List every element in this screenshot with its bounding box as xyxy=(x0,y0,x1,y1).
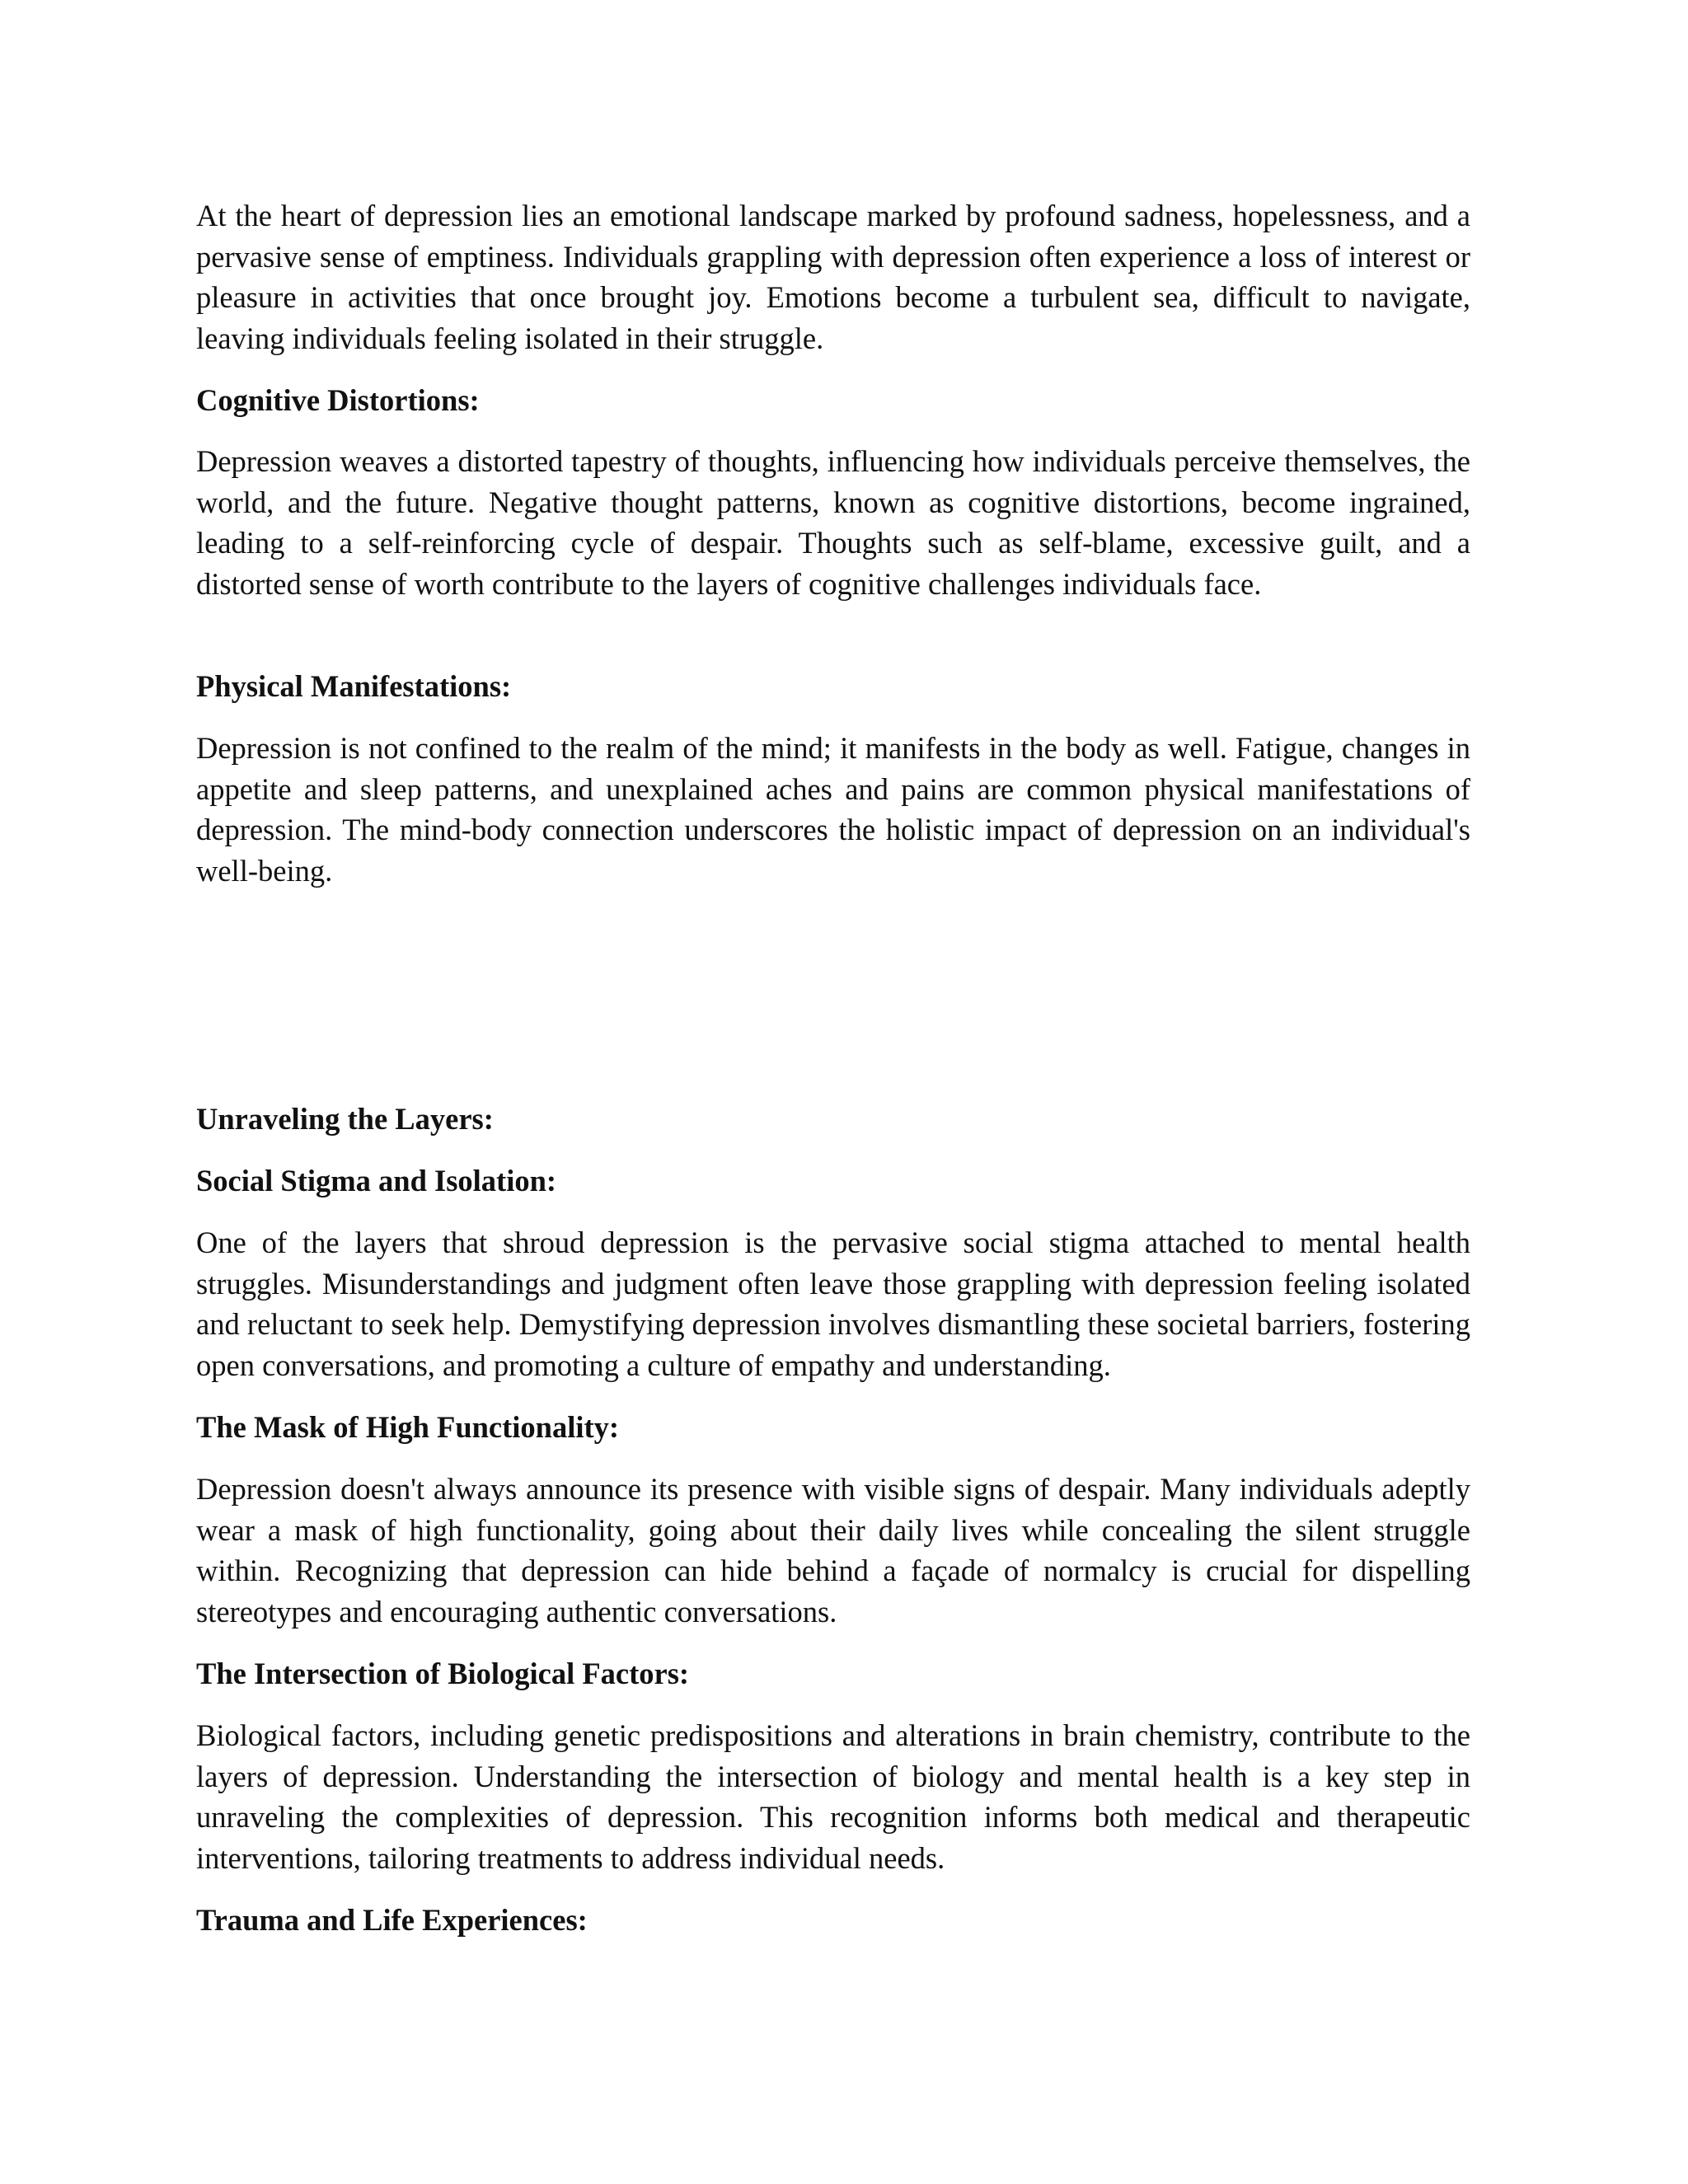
heading-cognitive-distortions: Cognitive Distortions: xyxy=(196,383,480,417)
paragraph-social-stigma: One of the layers that shroud depression is the pervasive social stigma attached to mental health struggles. Misunderstandings and judgment often leave those grappling with depression feeling isolated and reluctant to seek help. Demystifying depression involves dismantling these societal barriers, fostering open conversations, and promoting a culture of empathy and understanding. xyxy=(196,1226,1470,1382)
heading-physical-manifestations: Physical Manifestations: xyxy=(196,669,512,703)
paragraph-cognitive-distortions: Depression weaves a distorted tapestry of thoughts, influencing how individuals perceive themselves, the world, and the future. Negative thought patterns, known as cognitive distortions, become ingrained, leading to a self-reinforcing cycle of despair. Thoughts such as self-blame, excessive guilt, and a distorted sense of worth contribute to the layers of cognitive challenges individuals face. xyxy=(196,444,1470,601)
heading-biological-factors: The Intersection of Biological Factors: xyxy=(196,1657,690,1690)
paragraph-biological-factors: Biological factors, including genetic predispositions and alterations in brain chemistry, contribute to the layers of depression. Understanding the intersection of biology and mental health is a key step in unraveling the complexities of depression. This recognition informs both medical and therapeutic interventions, tailoring treatments to address individual needs. xyxy=(196,1718,1470,1875)
heading-mask-high-functionality: The Mask of High Functionality: xyxy=(196,1410,620,1444)
heading-trauma-life-experiences: Trauma and Life Experiences: xyxy=(196,1903,588,1937)
paragraph-mask-high-functionality: Depression doesn't always announce its presence with visible signs of despair. Many individuals adeptly wear a mask of high functionality, going about their daily lives while concealing the silent struggle within. Recognizing that depression can hide behind a façade of normalcy is crucial for dispelling stereotypes and encouraging authentic conversations. xyxy=(196,1472,1470,1629)
paragraph-physical-manifestations: Depression is not confined to the realm of the mind; it manifests in the body as well. Fatigue, changes in appetite and sleep patterns, and unexplained aches and pains are common physical manifestations of depression. The mind-body connection underscores the holistic impact of depression on an individual's well-being. xyxy=(196,731,1470,888)
heading-social-stigma: Social Stigma and Isolation: xyxy=(196,1164,557,1197)
heading-unraveling-the-layers: Unraveling the Layers: xyxy=(196,1102,494,1136)
paragraph-emotional-landscape: At the heart of depression lies an emotional landscape marked by profound sadness, hopelessness, and a pervasive sense of emptiness. Individuals grappling with depression often experience a loss of interest or pleasure in activities that once brought joy. Emotions become a turbulent sea, difficult to navigate, leaving individuals feeling isolated in their struggle. xyxy=(196,199,1470,355)
